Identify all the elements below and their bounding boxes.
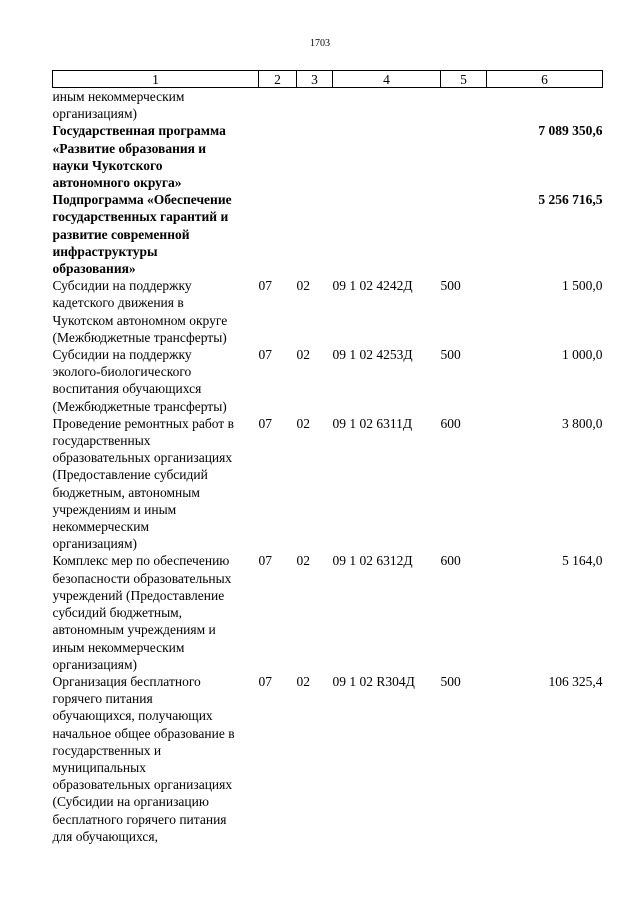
row-amount: 1 500,0 [562,278,603,294]
row-name-line: субсидий бюджетным, [52,605,183,621]
row-section-code: 07 [258,673,272,689]
row-name-line: государственных [52,433,151,449]
row-subsection-code: 02 [296,415,310,431]
row-amount: 3 800,0 [562,415,603,431]
row-name-line: государственных и [52,742,162,758]
row-name-line: бесплатного горячего питания [52,811,227,827]
row-amount: 5 164,0 [562,553,603,569]
row-name-line: государственных гарантий и [52,209,229,225]
row-name-line: Субсидии на поддержку [52,347,192,363]
row-amount [487,88,603,123]
row-subsection-code: 02 [296,278,310,294]
row-target-article [333,122,441,191]
row-expense-type [441,88,487,123]
row-name-line: (Субсидии на организацию [52,794,209,810]
row-name-line: (Межбюджетные трансферты) [52,329,227,345]
row-name-line: автономным учреждениям и [52,622,216,638]
row-name-line: «Развитие образования и [52,140,207,156]
header-col-2: 2 [259,71,297,88]
row-target-article: 09 1 02 R304Д [332,673,415,689]
row-target-article [333,88,441,123]
row-expense-type: 500 [440,278,461,294]
row-target-article: 09 1 02 4253Д [332,347,413,363]
header-col-5: 5 [441,71,487,88]
row-section-code: 07 [258,553,272,569]
table-row [53,552,603,672]
row-subsection-code: 02 [296,673,310,689]
row-name-line: обучающихся, получающих [52,708,213,724]
row-name [53,277,259,346]
row-name [53,346,259,415]
row-name-line: развитие современной [52,226,190,242]
header-col-3: 3 [297,71,333,88]
row-target-article [333,191,441,277]
row-name-line: воспитания обучающихся [52,381,202,397]
row-name-line: образовательных организациях [52,450,233,466]
row-name-line: организациям) [52,106,138,122]
table-row [53,191,603,277]
row-name-line: горячего питания [52,691,153,707]
row-name-line: для обучающихся, [52,828,158,844]
row-name [53,552,259,672]
row-target-article: 09 1 02 6311Д [332,415,413,431]
header-col-6: 6 [487,71,603,88]
row-name-line: иным некоммерческим [52,639,185,655]
row-name [53,88,259,123]
row-name-line: эколого-биологического [52,364,192,380]
row-name-line: Государственная программа [52,123,226,139]
table-row [53,346,603,415]
row-amount: 1 000,0 [562,347,603,363]
budget-table [52,70,603,845]
row-target-article: 09 1 02 4242Д [332,278,413,294]
row-subsection-code [297,88,333,123]
row-name-line: науки Чукотского [52,157,163,173]
row-subsection-code [297,191,333,277]
row-subsection-code: 02 [296,347,310,363]
row-expense-type [441,191,487,277]
page-number: 1703 [310,38,330,49]
row-name-line: начальное общее образование в [52,725,235,741]
row-subsection-code [297,122,333,191]
row-expense-type: 600 [440,415,461,431]
row-name-line: инфраструктуры [52,243,158,259]
table-row [53,277,603,346]
row-section-code: 07 [258,278,272,294]
row-name-line: учреждениям и иным [52,501,177,517]
row-amount: 5 256 716,5 [538,192,603,208]
row-name-line: Субсидии на поддержку [52,278,192,294]
row-name [53,191,259,277]
row-name-line: учреждений (Предоставление [52,587,225,603]
header-col-4: 4 [333,71,441,88]
row-expense-type: 500 [440,347,461,363]
row-section-code [259,122,297,191]
table-row [53,122,603,191]
row-expense-type: 500 [440,673,461,689]
header-col-1: 1 [53,71,259,88]
row-name-line: некоммерческим [52,519,150,535]
table-row [53,415,603,553]
table-row [53,673,603,845]
row-expense-type [441,122,487,191]
row-name-line: Чукотском автономном округе [52,312,228,328]
row-amount: 7 089 350,6 [538,123,603,139]
row-name [53,673,259,845]
row-name-line: кадетского движения в [52,295,184,311]
header-row [53,71,603,88]
row-name-line: организациям) [52,656,138,672]
table-row [53,88,603,123]
row-section-code: 07 [258,415,272,431]
row-section-code: 07 [258,347,272,363]
row-name-line: иным некоммерческим [52,89,185,104]
row-amount: 106 325,4 [548,673,603,689]
row-section-code [259,88,297,123]
row-subsection-code: 02 [296,553,310,569]
row-name-line: автономного округа» [52,175,182,191]
row-name-line: образования» [52,261,136,277]
row-name-line: безопасности образовательных [52,570,232,586]
row-name-line: образовательных организациях [52,777,233,793]
row-name-line: (Межбюджетные трансферты) [52,398,227,414]
row-name [53,122,259,191]
row-name-line: организациям) [52,536,138,552]
row-name [53,415,259,553]
row-target-article: 09 1 02 6312Д [332,553,413,569]
row-expense-type: 600 [440,553,461,569]
table-body [53,88,603,845]
row-name-line: Проведение ремонтных работ в [52,415,234,431]
row-section-code [259,191,297,277]
row-name-line: муниципальных [52,759,146,775]
row-name-line: Подпрограмма «Обеспечение [52,192,232,208]
row-name-line: Организация бесплатного [52,673,201,689]
row-name-line: (Предоставление субсидий [52,467,208,483]
row-name-line: Комплекс мер по обеспечению [52,553,230,569]
row-name-line: бюджетным, автономным [52,484,200,500]
